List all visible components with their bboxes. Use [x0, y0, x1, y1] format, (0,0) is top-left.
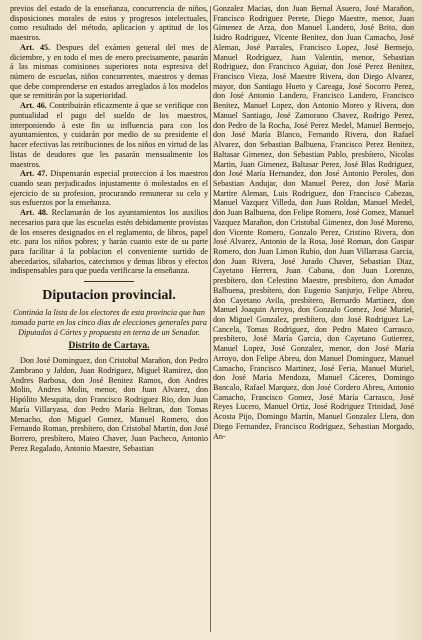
article-47-text: Dispensarán especial proteccion á los maestros cuando sean perjudicados injustamente ó molestados en el ejercicio de su profesion, procurando remunerar su celo y sus esfuerzos por la enseñanza. — [10, 169, 208, 208]
column-rule — [210, 6, 211, 632]
article-46-text: Contribuirán eficazmente á que se verifique con puntualidad el pago del sueldo de los maestros, interponiendo á este fin su influencia para con los ayuntamientos, y cuidarán por medio de su presidente el hacer efectivas las retribuciones de los niños en virtud de las listas de deudores que les pasarán mensualmente los maestros. — [10, 101, 208, 169]
district-title: Distrito de Cartaya. — [68, 341, 150, 352]
article-48-label: Art. 48. — [20, 208, 48, 218]
right-column — [213, 4, 414, 636]
section-divider — [84, 281, 134, 283]
article-46 — [10, 101, 208, 169]
section-subtitle: Continúa la lista de los electores de esta provincia que han tomado parte en los cinco dias de elecciones generales para Diputados á Córtes y propuesta en terna de un Senador. — [11, 308, 207, 337]
article-47-label: Art. 47. — [20, 169, 48, 179]
left-column — [10, 4, 208, 636]
article-48-text: Reclamarán de los ayuntamientos los auxilios necesarios para que las escuelas estén debidamente provistas de los enseres designados en el reglamento, de libros, papel etc. para los niños pobres; y harán cuanto este de su parte para facilitar á la poblacion el conveniente surtido de abecedarios, silabarios, catecismos y demas libros y efectos indispensables para que pueda verificarse la enseñanza. — [10, 208, 208, 276]
article-45-text: Despues del exámen general del mes de diciembre, y en todo el mes de enero precisamente, pasarán á las mismas comisiones superiores nota espresiva del número de escuelas, niños concurrentes, maestros y demas que debe comprenderse en estados arreglados á los modelos que se remitirán por la superioridad. — [10, 42, 208, 101]
article-46-label: Art. 46. — [20, 101, 47, 111]
article-47 — [10, 169, 208, 208]
article-45 — [10, 43, 208, 101]
article-48 — [10, 208, 208, 276]
article-45-label: Art. 45. — [20, 42, 51, 52]
district-heading — [10, 341, 208, 352]
section-title: Diputacion provincial. — [42, 288, 176, 304]
intro-paragraph: previos del estado de la enseñanza, concurrencia de niños, disposiciones morales de estos y progresos intelectuales, como resultado del método, aplicacion y aptitud de los maestros. — [10, 4, 208, 43]
electors-list-continued: Gonzalez Macias, don Juan Bernal Asuero, José Marañon, Francisco Rodriguez Perete, Diego Maestre, menor, Juan Gimenez de Arza, don Manuel Landero, José Brito, don Isidro Rodriguez, Vicente Benitez, don Juan Camacho, José Aleman, José Parrales, Francisco Lopez, José Bermejo, Manuel Rodriguez, Juan Valentin, menor, Sebastian Rodriguez, don Francisco Aguiar, don José Perez Benitez, Francisco Vieza, José Maestre Rivera, don Diego Alvarez, mayor, don Santiago Hueto y Careaga, José Socorro Perez, don José Antonio Landero, Francisco Landero, Francisco Benitez, Manuel Lopez, don Antonio Moreo y Rivera, don Manuel Santiago, José Zamorano Chavez, Rodrigo Perez, don Pedro de la Rocha, José Perez Medel, Manuel Bermejo, don José María Blanco, Fernando Rivera, don Rafael Alvarez, don Sebastian Balbuena, Francisco Perez Benitez, Baltasar Gimenez, don Sebastian Pablo, presbítero, Nicolas Martin, Juan Gimenez, Baltasar Perez, José Blas Rodriguez, don José María Hernandez, don José Antonio Peroles, don Sebastian Andujar, don Manuel Perez, don José María Martire Aleman, Luis Rodriguez, don Francisco Cabezas, Manuel Vazquez Villeda, don Juan Roldan, Manuel Medel, don Juan Balbuena, don Felipe Romero, José Gomez, Manuel Vazquez Marañon, don Cristobal Gimenez, don José Moreno, don Vicente Romero, Gonzalo Perez, Cristino Rivera, don José Alvarez, Antonio de la Rosa, José Roman, don Gaspar Romero, don Juan Limon Rubio, don Juan Villarrasa Garcia, don Juan Rivera, José Jurado Chaver, Sebastian Diaz, Cayetano Herrera, Juan Cabana, don Juan Lorenzo, presbítero, don Celestino Maestre, presbítero, don Amador Balbuena, presbítero, don Eugenio Sanjurjo, Felipe Abreu, don Cayetano Avila, presbítero, Bernardo Martinez, don Manuel Joaquin Arroyo, don Gonzalo Gomez, José Muriel, don Miguel Gonzalez, presbítero, don José Rodriguez La-Cancela, Tomas Rodriguez, don Pedro Mateo Carrasco, presbítero, José María Garcia, don Cayetano Gutierrez, Manuel Lopez, José Gonzalez, menor, don José María Arroyo, don Felipe Abreu, don Manuel Dominguez, Manuel Camacho, Francisco Martinez, José Feria, Manuel Muriel, don José María Mendoza, Manuel Cáceres, Domingo Bancalo, Rafael Marquez, don José Cordero Abreu, Antonio Camacho, Francisco Gomez, José María Carrasco, José Reyes Lucero, Manuel Ortiz, José Rodriguez Trinidad, José Acosta Pijo, Domingo Martin, Manuel Gonzalez Llera, don Diego Fernandez, Francisco Rodriguez, Sebastian Morgado, An- — [213, 4, 414, 441]
district-electors-list: Don José Dominguez, don Cristobal Marañon, don Pedro Zambrano y Jaldon, Juan Rodriguez, Miguel Ramirez, don Andres Barbosa, don José Benitez Ramos, don Andres Molin, Andres Molin, menor, don Juan Alvarez, don Hipólito Mesquita, don Francisco Rodriguez Rio, don Juan María Villaryasa, don Pedro María Beltran, don Tomas Menacho, don Miguel Gomez, Manuel Romero, don Fernando Roman, presbítero, don Cristobal Martin, don José Borrero, presbítero, Mateo Chaver, Juan Pacheco, Antonio Perez Regalado, Antonio Maestre, Sebastian — [10, 356, 208, 453]
